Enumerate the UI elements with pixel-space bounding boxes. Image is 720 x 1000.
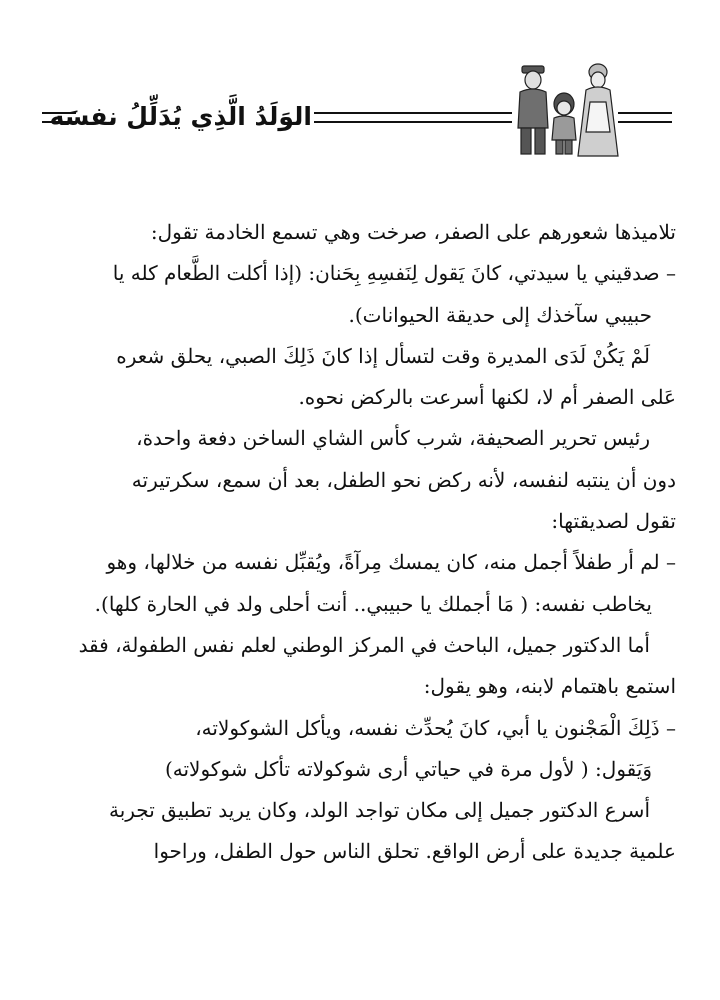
family-illustration <box>512 62 622 158</box>
text-line: أسرع الدكتور جميل إلى مكان تواجد الولد، وكان يريد تطبيق تجربة <box>108 798 650 823</box>
text-line: تلاميذها شعورهم على الصفر، صرخت وهي تسمع الخادمة تقول: <box>150 220 676 244</box>
chapter-title: الوَلَدُ الَّذِي يُدَلِّلُ نفسَه <box>49 102 312 131</box>
text-line: رئيس تحرير الصحيفة، شرب كأس الشاي الساخن دفعة واحدة، <box>136 426 650 451</box>
header-rule-middle <box>314 112 512 123</box>
body-text <box>46 212 676 873</box>
text-line: يخاطب نفسه: ( مَا أجملك يا حبيبي.. أنت أحلى ولد في الحارة كلها). <box>94 591 652 616</box>
text-line: أما الدكتور جميل، الباحث في المركز الوطني لعلم نفس الطفولة، فقد <box>78 632 650 657</box>
text-line: – صدقيني يا سيدتي، كانَ يَقول لِنَفسِهِ بِحَنان: (إذا أكلت الطَّعام كله يا <box>112 261 676 286</box>
text-line: علمية جديدة على أرض الواقع. تحلق الناس حول الطفل، وراحوا <box>153 839 676 864</box>
boy-figure <box>552 93 576 154</box>
text-line: – لم أر طفلاً أجمل منه، كان يمسك مِرآةً، ويُقبِّل نفسه من خلالها، وهو <box>106 550 676 575</box>
woman-figure <box>578 64 618 156</box>
text-line: حبيبي سآخذك إلى حديقة الحيوانات). <box>348 302 652 327</box>
text-line: لَمْ يَكُنْ لَدَى المديرة وقت لتسأل إذا كانَ ذَلِكَ الصبي، يحلق شعره <box>116 343 650 368</box>
text-line: وَيَقول: ( لأول مرة في حياتي أرى شوكولاته تأكل شوكولاته) <box>164 756 652 781</box>
header-rule-right <box>618 112 672 123</box>
text-line: عَلى الصفر أم لا، لكنها أسرعت بالركض نحوه. <box>298 385 676 410</box>
text-line: تقول لصديقتها: <box>551 509 676 534</box>
text-line: – ذَلِكَ الْمَجْنون يا أبي، كانَ يُحدِّث نفسه، ويأكل الشوكولاته، <box>195 715 676 740</box>
text-line: استمع باهتمام لابنه، وهو يقول: <box>423 674 676 699</box>
text-line: دون أن ينتبه لنفسه، لأنه ركض نحو الطفل، بعد أن سمع، سكرتيرته <box>131 467 676 492</box>
man-figure <box>518 66 548 154</box>
